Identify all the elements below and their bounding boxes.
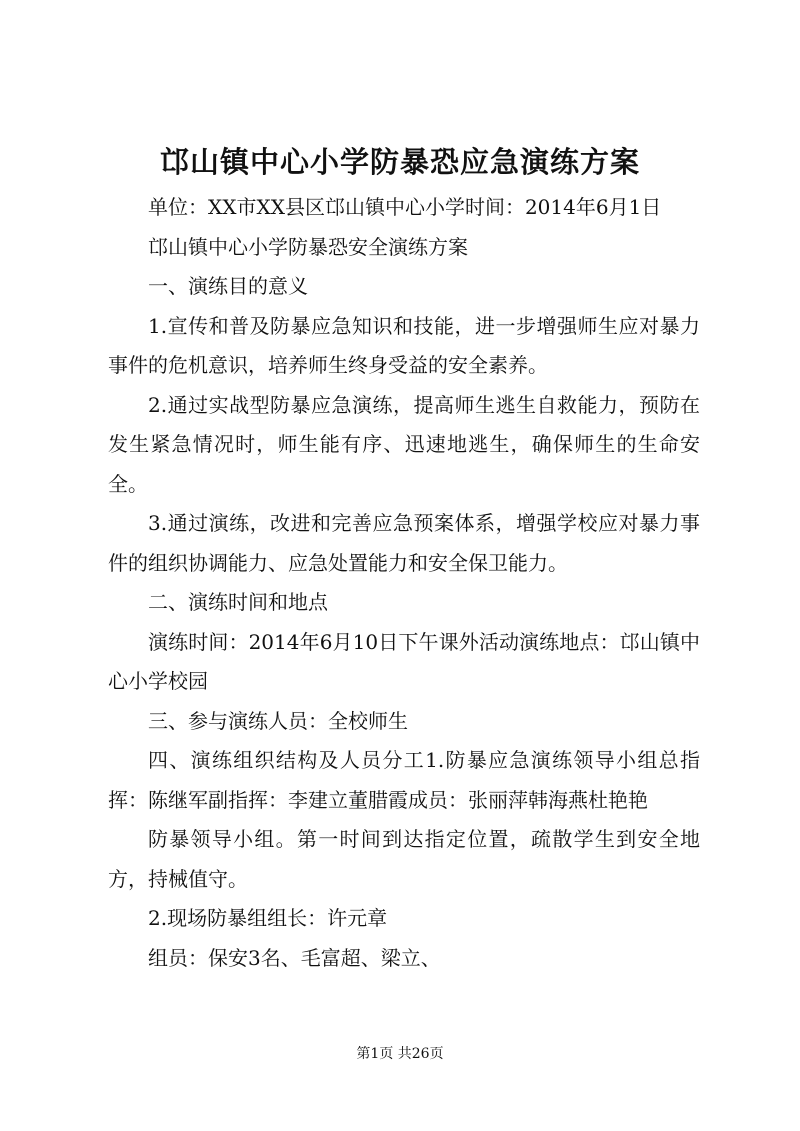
section-heading-participants: 三、参与演练人员：全校师生	[148, 708, 408, 733]
section-heading-purpose: 一、演练目的意义	[148, 274, 308, 298]
page-number: 第1页 共26页	[356, 1046, 444, 1062]
paragraph-onsite-group-leader: 2.现场防暴组组长：许元章	[148, 906, 388, 930]
paragraph-purpose-2: 2.通过实战型防暴应急演练，提高师生逃生自救能力，预防在发生紧急情况时，师生能有序、迅速地逃生，确保师生的生命安全。	[108, 392, 700, 496]
paragraph-onsite-group-members: 组员：保安3名、毛富超、梁立、	[148, 945, 441, 970]
paragraph-time-place: 演练时间：2014年6月10日下午课外活动演练地点：邙山镇中心小学校园	[108, 629, 700, 693]
document-body	[108, 188, 700, 978]
paragraph-unit-time: 单位：XX市XX县区邙山镇中心小学时间：2014年6月1日	[148, 195, 662, 219]
document-title: 邙山镇中心小学防暴恐应急演练方案	[159, 145, 640, 179]
paragraph-purpose-3: 3.通过演练，改进和完善应急预案体系，增强学校应对暴力事件的组织协调能力、应急处置能力和安全保卫能力。	[108, 511, 700, 575]
paragraph-purpose-1: 1.宣传和普及防暴应急知识和技能，进一步增强师生应对暴力事件的危机意识，培养师生终身受益的安全素养。	[108, 313, 700, 377]
paragraph-leadership-duty: 防暴领导小组。第一时间到达指定位置，疏散学生到安全地方，持械值守。	[108, 827, 700, 891]
paragraph-subtitle: 邙山镇中心小学防暴恐安全演练方案	[148, 234, 468, 259]
section-heading-time-place: 二、演练时间和地点	[148, 590, 328, 614]
section-heading-organization: 四、演练组织结构及人员分工1.防暴应急演练领导小组总指挥：陈继军副指挥：李建立董腊霞成员：张丽萍韩海燕杜艳艳	[108, 748, 700, 812]
